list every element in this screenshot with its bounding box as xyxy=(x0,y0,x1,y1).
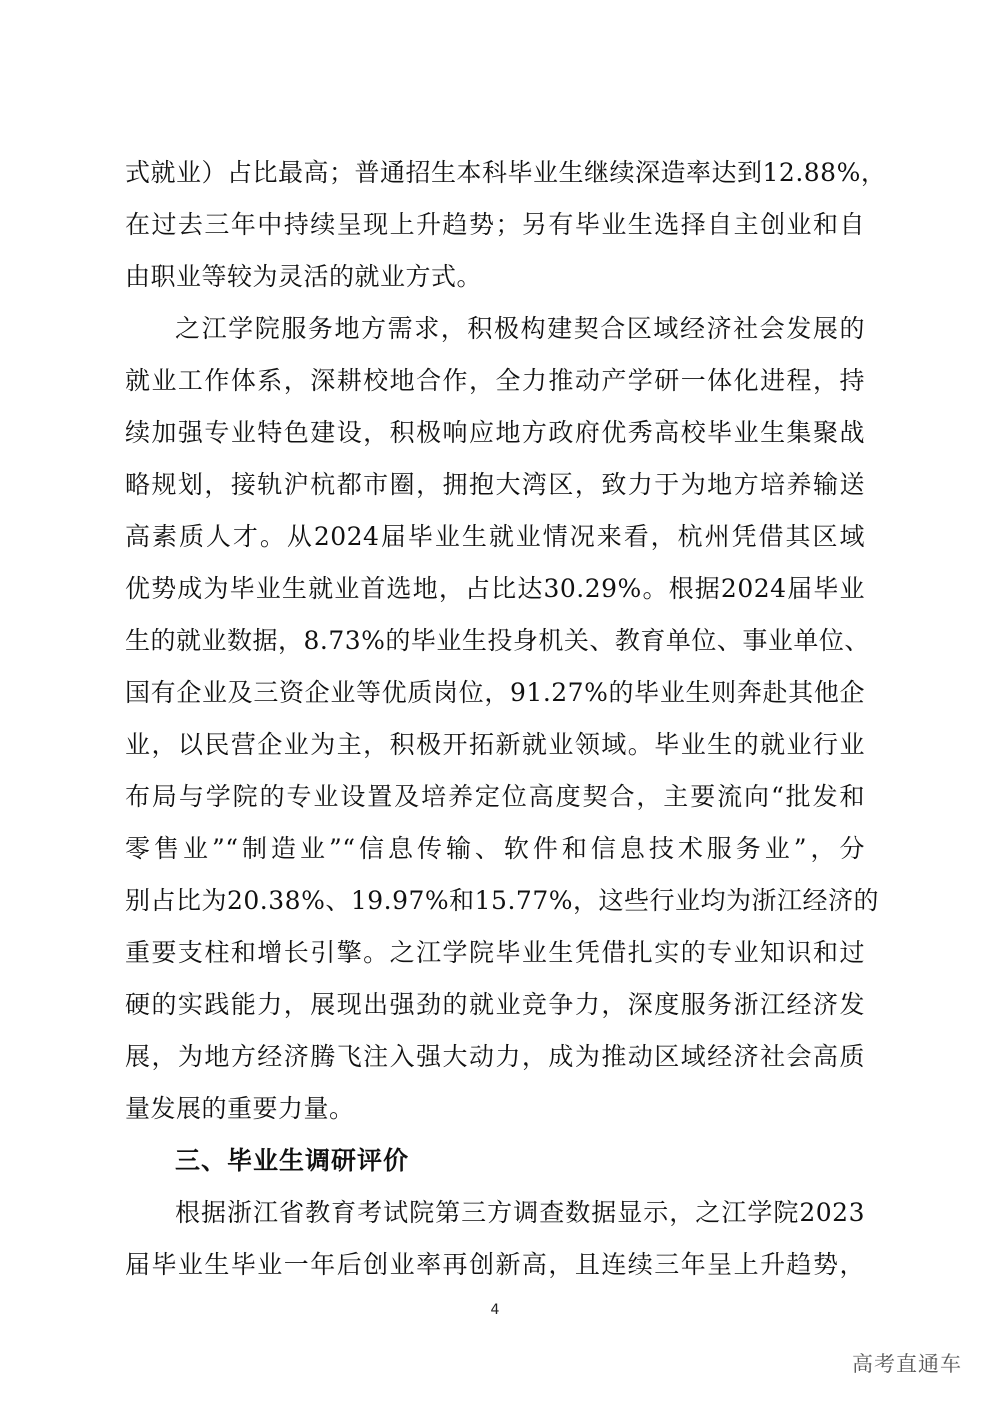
paragraph-2-line-2: 就业工作体系，深耕校地合作，全力推动产学研一体化进程，持 xyxy=(125,366,865,395)
paragraph-2-line-5: 高素质人才。从2024届毕业生就业情况来看，杭州凭借其区域 xyxy=(125,522,865,551)
paragraph-2-line-14: 硬的实践能力，展现出强劲的就业竞争力，深度服务浙江经济发 xyxy=(125,990,865,1019)
paragraph-2-line-15: 展，为地方经济腾飞注入强大动力，成为推动区域经济社会高质 xyxy=(125,1042,865,1071)
watermark-text: 高考直通车 xyxy=(852,1352,962,1376)
paragraph-3-line-2: 届毕业生毕业一年后创业率再创新高，且连续三年呈上升趋势， xyxy=(125,1250,865,1279)
paragraph-2-line-10: 布局与学院的专业设置及培养定位高度契合，主要流向“批发和 xyxy=(125,782,865,811)
paragraph-2-line-11: 零售业”“制造业”“信息传输、软件和信息技术服务业”，分 xyxy=(125,834,865,863)
paragraph-2-line-9: 业，以民营企业为主，积极开拓新就业领域。毕业生的就业行业 xyxy=(125,730,865,759)
section-heading: 三、毕业生调研评价 xyxy=(175,1146,410,1175)
paragraph-1-line-2: 在过去三年中持续呈现上升趋势；另有毕业生选择自主创业和自 xyxy=(125,210,865,239)
paragraph-1-line-1: 式就业）占比最高；普通招生本科毕业生继续深造率达到12.88%， xyxy=(125,158,887,187)
paragraph-2-line-1: 之江学院服务地方需求，积极构建契合区域经济社会发展的 xyxy=(175,314,865,343)
paragraph-1-line-3: 由职业等较为灵活的就业方式。 xyxy=(125,262,483,291)
paragraph-2-line-13: 重要支柱和增长引擎。之江学院毕业生凭借扎实的专业知识和过 xyxy=(125,938,865,967)
paragraph-2-line-16: 量发展的重要力量。 xyxy=(125,1094,355,1123)
paragraph-2-line-3: 续加强专业特色建设，积极响应地方政府优秀高校毕业生集聚战 xyxy=(125,418,865,447)
paragraph-2-line-4: 略规划，接轨沪杭都市圈，拥抱大湾区，致力于为地方培养输送 xyxy=(125,470,865,499)
paragraph-2-line-6: 优势成为毕业生就业首选地，占比达30.29%。根据2024届毕业 xyxy=(125,574,865,603)
paragraph-2-line-12: 别占比为20.38%、19.97%和15.77%，这些行业均为浙江经济的 xyxy=(125,886,879,915)
paragraph-2-line-8: 国有企业及三资企业等优质岗位，91.27%的毕业生则奔赴其他企 xyxy=(125,678,865,707)
paragraph-2-line-7: 生的就业数据，8.73%的毕业生投身机关、教育单位、事业单位、 xyxy=(125,626,870,655)
paragraph-3-line-1: 根据浙江省教育考试院第三方调查数据显示，之江学院2023 xyxy=(175,1198,865,1227)
page-number: 4 xyxy=(490,1302,500,1318)
